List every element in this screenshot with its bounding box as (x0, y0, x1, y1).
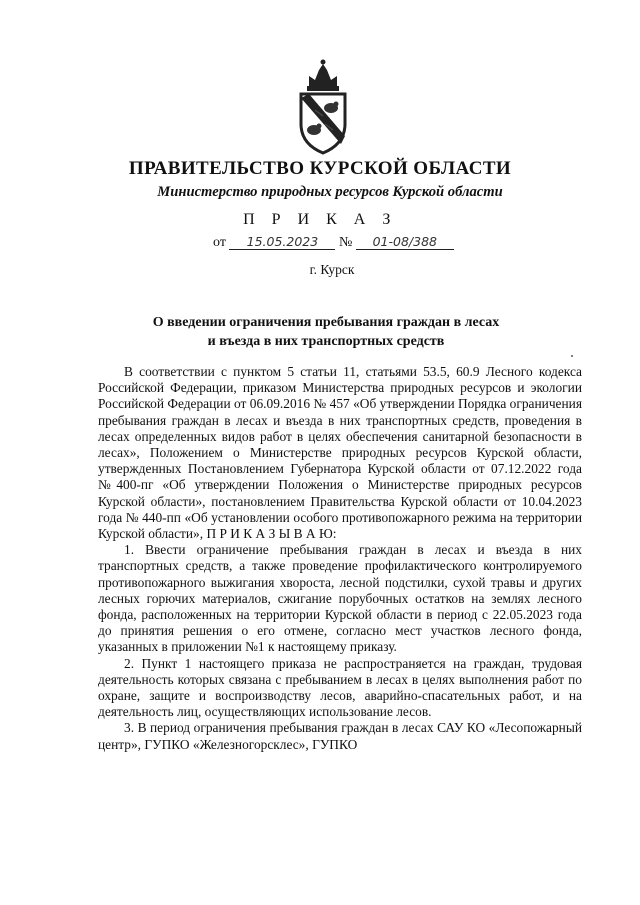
title-line-2: и въезда в них транспортных средств (207, 334, 445, 349)
ministry-name: Министерство природных ресурсов Курской области (157, 184, 503, 200)
document-title (6, 313, 640, 351)
paragraph-item-2: 2. Пункт 1 настоящего приказа не распространяется на граждан, трудовая деятельность которых связана с пребыванием в лесах в целях выполнения работ по охране, защите и воспроизводству лесов, аварийно-спасательных работ, и на деятельность лиц, осуществляющих использование лесов. (98, 655, 582, 720)
title-line-1: О введении ограничения пребывания граждан в лесах (152, 315, 500, 330)
order-date-number-line (213, 235, 454, 251)
paragraph-item-3: 3. В период ограничения пребывания граждан в лесах САУ КО «Лесопожарный центр», ГУПКО «Железногорсклес», ГУПКО (98, 720, 582, 752)
document-type: П Р И К А З (243, 211, 397, 228)
paragraph-preamble: В соответствии с пунктом 5 статьи 11, статьями 53.5, 60.9 Лесного кодекса Российской Федерации, приказом Министерства природных ресурсов и экологии Российской Федерации от 06.09.2016 № 457 «Об утверждении Порядка ограничения пребывания граждан в лесах и въезда в них транспортных средств, проведения в лесах определенных видов работ в целях обеспечения санитарной безопасности в лесах», Положением о Министерстве природных ресурсов Курской области, утвержденных Постановлением Губернатора Курской области от 07.12.2022 года №400-пг «Об утверждении Положения о Министерстве природных ресурсов Курской области», постановлением Правительства Курской области от 10.04.2023 года № 440-пп «Об установлении особого противопожарного режима на территории Курской области», П Р И К А З Ы В А Ю: (98, 364, 582, 542)
number-prefix: № (338, 235, 353, 250)
paragraph-item-1: 1. Ввести ограничение пребывания граждан в лесах и въезда в них транспортных средств, а также проведение профилактического контролируемого противопожарного выжигания хвороста, лесной подстилки, сухой травы и других лесных горючих материалов, сжигание порубочных остатков на землях лесного фонда, расположенных на территории Курской области в период с 22.05.2023 года до принятия решения о его отмене, согласно мест участков лесного фонда, указанных в приложении №1 к настоящему приказу. (98, 542, 582, 655)
order-date: 15.05.2023 (229, 235, 335, 250)
order-number: 01-08/388 (356, 235, 454, 250)
scan-speck (571, 355, 573, 357)
date-prefix: от (213, 235, 226, 250)
government-name: ПРАВИТЕЛЬСТВО КУРСКОЙ ОБЛАСТИ (128, 158, 512, 179)
city: г. Курск (309, 262, 355, 277)
document-body (98, 364, 582, 753)
coat-of-arms-emblem (295, 58, 351, 156)
